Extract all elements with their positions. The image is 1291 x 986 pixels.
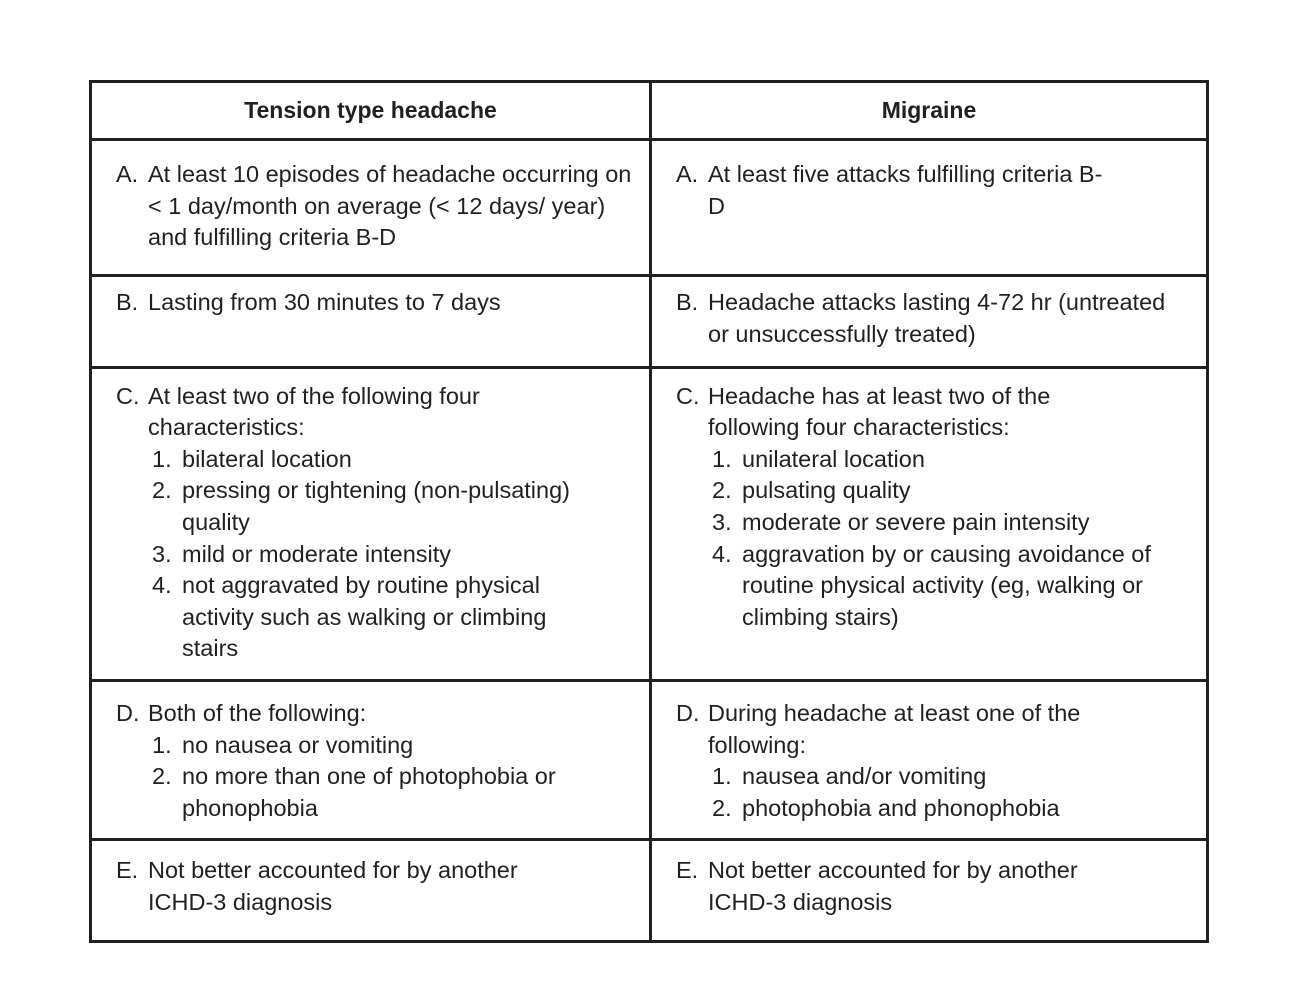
- item-text: no nausea or vomiting: [182, 731, 414, 758]
- item-text: bilateral location: [182, 445, 352, 472]
- item-number: 1.: [712, 445, 732, 472]
- item-number: 1.: [712, 763, 732, 790]
- criterion-row-e: [91, 840, 1208, 942]
- list-item: [116, 570, 626, 665]
- list-item: [116, 539, 626, 571]
- item-number: 2.: [152, 763, 172, 790]
- criterion-text: Lasting from 30 minutes to 7 days: [148, 289, 501, 316]
- list-item: [676, 475, 1200, 507]
- list-item: [676, 793, 1200, 825]
- item-number: 3.: [712, 509, 732, 536]
- criterion-letter: E.: [676, 857, 699, 884]
- criterion-letter: A.: [676, 161, 699, 187]
- tension-criterion-e: [91, 840, 651, 942]
- item-text: not aggravated by routine physical activity such as walking or climbing stairs: [182, 572, 547, 662]
- list-item: [676, 761, 1200, 793]
- criterion-letter: D.: [116, 700, 140, 727]
- characteristics-list: [676, 444, 1200, 634]
- criterion-row-b: [91, 276, 1208, 368]
- list-item: [676, 507, 1200, 539]
- item-number: 2.: [712, 477, 732, 504]
- item-number: 1.: [152, 731, 172, 758]
- item-number: 4.: [712, 540, 732, 567]
- item-number: 4.: [152, 572, 172, 599]
- criterion-letter: D.: [676, 700, 700, 727]
- item-number: 2.: [712, 794, 732, 821]
- item-text: moderate or severe pain intensity: [742, 509, 1090, 536]
- migraine-criterion-d: [651, 681, 1208, 840]
- criterion-row-a: [91, 140, 1208, 276]
- criterion-text: At least two of the following four characteristics:: [148, 382, 480, 441]
- criterion-text: Headache has at least two of the following four characteristics:: [708, 382, 1051, 441]
- item-text: mild or moderate intensity: [182, 540, 452, 567]
- header-row: [91, 82, 1208, 140]
- header-tension-type-headache: Tension type headache: [91, 82, 651, 140]
- list-item: [116, 730, 643, 762]
- migraine-criterion-b: [651, 276, 1208, 368]
- item-number: 3.: [152, 540, 172, 567]
- item-text: unilateral location: [742, 445, 925, 472]
- criteria-comparison-table: [89, 80, 1209, 943]
- criterion-row-d: [91, 681, 1208, 840]
- characteristics-list: [116, 444, 626, 665]
- item-text: nausea and/or vomiting: [742, 763, 987, 790]
- conditions-list: [116, 730, 643, 825]
- migraine-criterion-e: [651, 840, 1208, 942]
- criterion-text: Not better accounted for by another ICHD-3 diagnosis: [148, 857, 518, 915]
- migraine-criterion-a: [651, 140, 1208, 276]
- list-item: [116, 761, 643, 824]
- item-number: 1.: [152, 445, 172, 472]
- criterion-letter: A.: [116, 161, 139, 187]
- criterion-letter: B.: [676, 289, 699, 316]
- criterion-text: During headache at least one of the following:: [708, 700, 1081, 758]
- item-number: 2.: [152, 477, 172, 504]
- item-text: pressing or tightening (non-pulsating) quality: [182, 477, 570, 536]
- migraine-criterion-c: [651, 367, 1208, 680]
- header-migraine: Migraine: [651, 82, 1208, 140]
- item-text: aggravation by or causing avoidance of routine physical activity (eg, walking or climbing stairs): [742, 540, 1151, 630]
- item-text: pulsating quality: [742, 477, 911, 504]
- criterion-letter: E.: [116, 857, 139, 884]
- criterion-letter: C.: [116, 382, 140, 409]
- tension-criterion-a: [91, 140, 651, 276]
- list-item: [116, 475, 626, 538]
- criterion-text: At least 10 episodes of headache occurring on < 1 day/month on average (< 12 days/ year) and fulfilling criteria B-D: [148, 161, 632, 251]
- criterion-text: Headache attacks lasting 4-72 hr (untreated or unsuccessfully treated): [708, 289, 1166, 347]
- criterion-text: At least five attacks fulfilling criteria B- D: [708, 161, 1103, 219]
- criterion-row-c: [91, 367, 1208, 680]
- tension-criterion-b: [91, 276, 651, 368]
- criterion-letter: C.: [676, 382, 700, 409]
- criterion-letter: B.: [116, 289, 139, 316]
- item-text: photophobia and phonophobia: [742, 794, 1060, 821]
- criterion-text: Both of the following:: [148, 700, 367, 727]
- item-text: no more than one of photophobia or phonophobia: [182, 763, 556, 821]
- tension-criterion-c: [91, 367, 651, 680]
- list-item: [676, 444, 1200, 476]
- criterion-text: Not better accounted for by another ICHD-3 diagnosis: [708, 857, 1078, 915]
- tension-criterion-d: [91, 681, 651, 840]
- conditions-list: [676, 761, 1200, 824]
- list-item: [116, 444, 626, 476]
- list-item: [676, 539, 1200, 634]
